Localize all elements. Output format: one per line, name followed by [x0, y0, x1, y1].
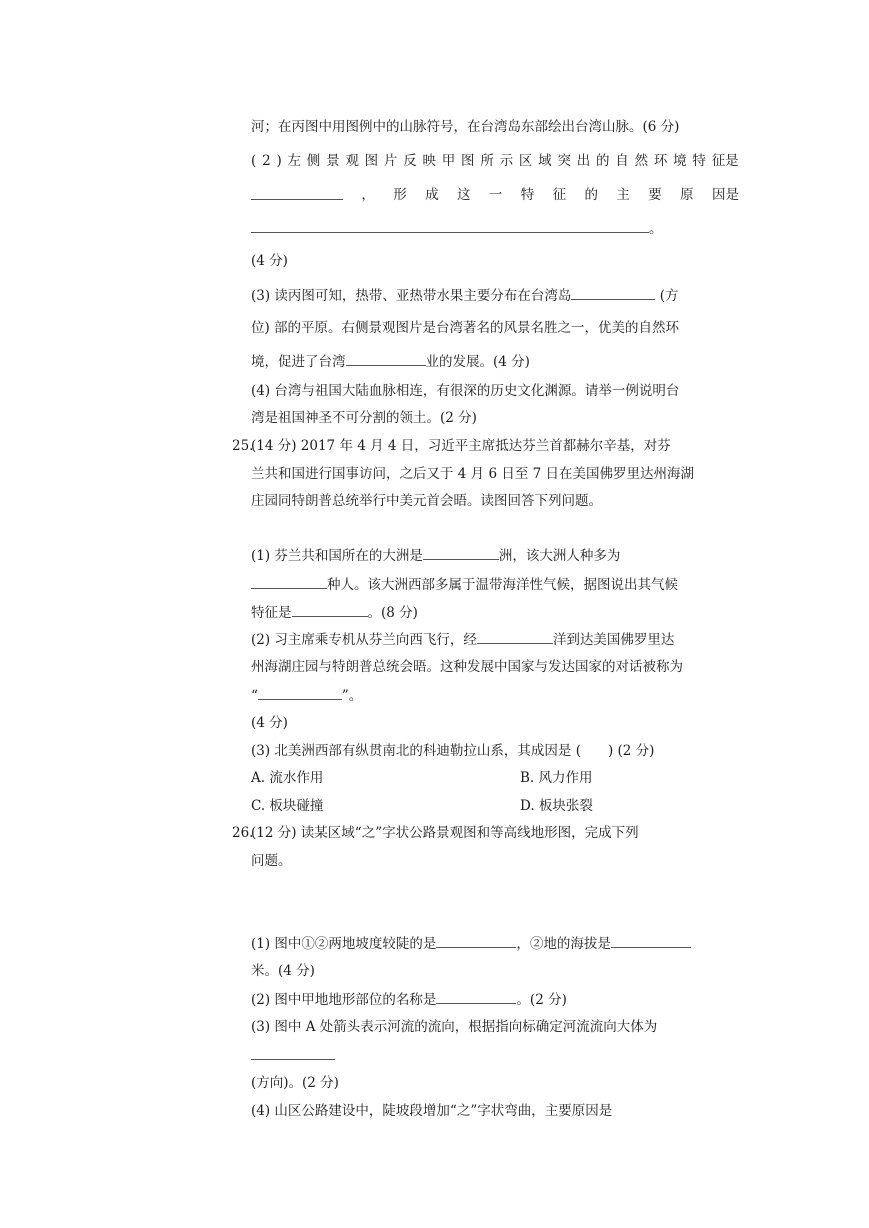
text-line: (2) 图中甲地地形部位的名称是 。(2 分)	[251, 989, 739, 1010]
text-line: 河；在丙图中用图例中的山脉符号，在台湾岛东部绘出台湾山脉。(6 分)	[251, 119, 680, 135]
text-line: (1) 芬兰共和国所在的大洲是 洲，该大洲人种多为	[251, 545, 739, 566]
text-line: ， 形 成 这 一 特 征 的 主 要 原 因是	[251, 185, 739, 205]
text-line: (3) 北美洲西部有纵贯南北的科迪勒拉山系，其成因是 ( ) (2 分)	[251, 743, 655, 759]
text-line: 湾是祖国神圣不可分割的领土。(2 分)	[251, 410, 477, 426]
text-line: (4) 台湾与祖国大陆血脉相连，有很深的历史文化渊源。请举一例说明台	[251, 383, 680, 399]
question-25-stem: 25. (14 分) 2017 年 4 月 4 日，习近平主席抵达芬兰首都赫尔辛基，对芬	[232, 438, 671, 454]
text-line: (4 分)	[251, 253, 288, 269]
text-line: 特征是 。(8 分)	[251, 602, 739, 623]
answer-blank[interactable]	[251, 185, 343, 200]
answer-blank[interactable]	[251, 574, 327, 589]
text-line: 问题。	[251, 853, 292, 869]
option-b[interactable]: B. 风力作用	[520, 770, 593, 786]
text-line: ( 2 ) 左 侧 景 观 图 片 反 映 甲 图 所 示 区 域 突 出 的 自 然 环 境 特 征是	[251, 153, 739, 169]
answer-blank[interactable]	[346, 351, 426, 366]
text-line: (3) 图中 A 处箭头表示河流的流向，根据指向标确定河流流向大体为	[251, 1019, 658, 1035]
text-line	[251, 1045, 739, 1066]
option-c[interactable]: C. 板块碰撞	[251, 798, 324, 814]
answer-blank[interactable]	[571, 285, 655, 300]
text-line: (方向)。(2 分)	[251, 1075, 339, 1091]
answer-blank[interactable]	[436, 989, 516, 1004]
answer-blank[interactable]	[436, 933, 516, 948]
text-line: (2) 习主席乘专机从芬兰向西飞行，经 洋到达美国佛罗里达	[251, 629, 739, 650]
text-line: 庄园同特朗普总统举行中美元首会晤。读图回答下列问题。	[251, 493, 602, 509]
text-line: 兰共和国进行国事访问，之后又于 4 月 6 日至 7 日在美国佛罗里达州海湖	[251, 466, 695, 482]
text-line: 州海湖庄园与特朗普总统会晤。这种发展中国家与发达国家的对话被称为	[251, 659, 683, 675]
text-line: 。	[251, 218, 739, 239]
answer-blank[interactable]	[292, 602, 368, 617]
text-line: (1) 图中①②两地坡度较陡的是 ，②地的海拔是	[251, 933, 739, 954]
answer-blank[interactable]	[251, 218, 649, 233]
option-d[interactable]: D. 板块张裂	[520, 798, 593, 814]
text-line: (4) 山区公路建设中，陡坡段增加“之”字状弯曲，主要原因是	[251, 1103, 613, 1119]
text-line: “ ”。	[251, 685, 739, 706]
text-line: 境，促进了台湾 业的发展。(4 分)	[251, 351, 739, 372]
text-line: 位) 部的平原。右侧景观图片是台湾著名的风景名胜之一，优美的自然环	[251, 320, 680, 336]
text-line: (3) 读丙图可知，热带、亚热带水果主要分布在台湾岛 (方	[251, 285, 739, 306]
answer-blank[interactable]	[251, 1045, 335, 1060]
text-line: 米。(4 分)	[251, 963, 315, 979]
option-row	[251, 796, 739, 816]
option-row	[251, 768, 739, 788]
question-26-stem: 26. (12 分) 读某区域“之”字状公路景观图和等高线地形图，完成下列	[232, 825, 639, 841]
text-line: 种人。该大洲西部多属于温带海洋性气候，据图说出其气候	[251, 574, 739, 595]
option-a[interactable]: A. 流水作用	[251, 770, 324, 786]
answer-blank[interactable]	[477, 629, 553, 644]
answer-blank[interactable]	[611, 933, 691, 948]
answer-blank[interactable]	[423, 545, 499, 560]
text-line: (4 分)	[251, 715, 288, 731]
answer-blank[interactable]	[258, 685, 342, 700]
